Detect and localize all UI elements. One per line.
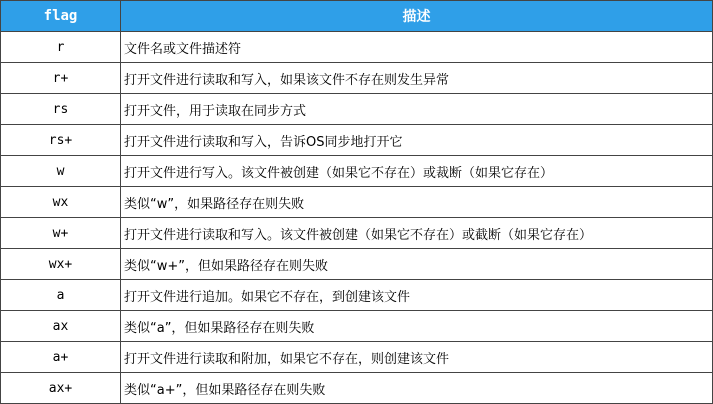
- flag-cell: r: [1, 32, 121, 63]
- header-description: 描述: [121, 1, 713, 32]
- table-body: [1, 32, 713, 404]
- description-cell: 类似“a”，但如果路径存在则失败: [121, 311, 713, 342]
- description-cell: 类似“w”，如果路径存在则失败: [121, 187, 713, 218]
- table-row: [1, 156, 713, 187]
- description-cell: 打开文件，用于读取在同步方式: [121, 94, 713, 125]
- table-row: [1, 249, 713, 280]
- table-header-row: [1, 1, 713, 32]
- table-row: [1, 218, 713, 249]
- description-cell: 打开文件进行写入。该文件被创建（如果它不存在）或裁断（如果它存在）: [121, 156, 713, 187]
- table-row: [1, 373, 713, 404]
- flag-cell: r+: [1, 63, 121, 94]
- flag-cell: rs: [1, 94, 121, 125]
- flag-cell: w: [1, 156, 121, 187]
- table-row: [1, 311, 713, 342]
- description-cell: 类似“a+”，但如果路径存在则失败: [121, 373, 713, 404]
- flag-cell: wx+: [1, 249, 121, 280]
- flag-cell: wx: [1, 187, 121, 218]
- description-cell: 打开文件进行读取和写入，告诉OS同步地打开它: [121, 125, 713, 156]
- description-cell: 打开文件进行追加。如果它不存在，到创建该文件: [121, 280, 713, 311]
- table-row: [1, 125, 713, 156]
- flag-cell: rs+: [1, 125, 121, 156]
- description-cell: 打开文件进行读取和附加，如果它不存在，则创建该文件: [121, 342, 713, 373]
- flag-cell: ax: [1, 311, 121, 342]
- table-row: [1, 94, 713, 125]
- flag-cell: a: [1, 280, 121, 311]
- table-row: [1, 63, 713, 94]
- table-row: [1, 342, 713, 373]
- table-row: [1, 280, 713, 311]
- flag-cell: a+: [1, 342, 121, 373]
- flag-cell: w+: [1, 218, 121, 249]
- table-row: [1, 32, 713, 63]
- table-row: [1, 187, 713, 218]
- description-cell: 打开文件进行读取和写入，如果该文件不存在则发生异常: [121, 63, 713, 94]
- description-cell: 类似“w+”，但如果路径存在则失败: [121, 249, 713, 280]
- description-cell: 文件名或文件描述符: [121, 32, 713, 63]
- header-flag: flag: [1, 1, 121, 32]
- description-cell: 打开文件进行读取和写入。该文件被创建（如果它不存在）或截断（如果它存在）: [121, 218, 713, 249]
- flag-cell: ax+: [1, 373, 121, 404]
